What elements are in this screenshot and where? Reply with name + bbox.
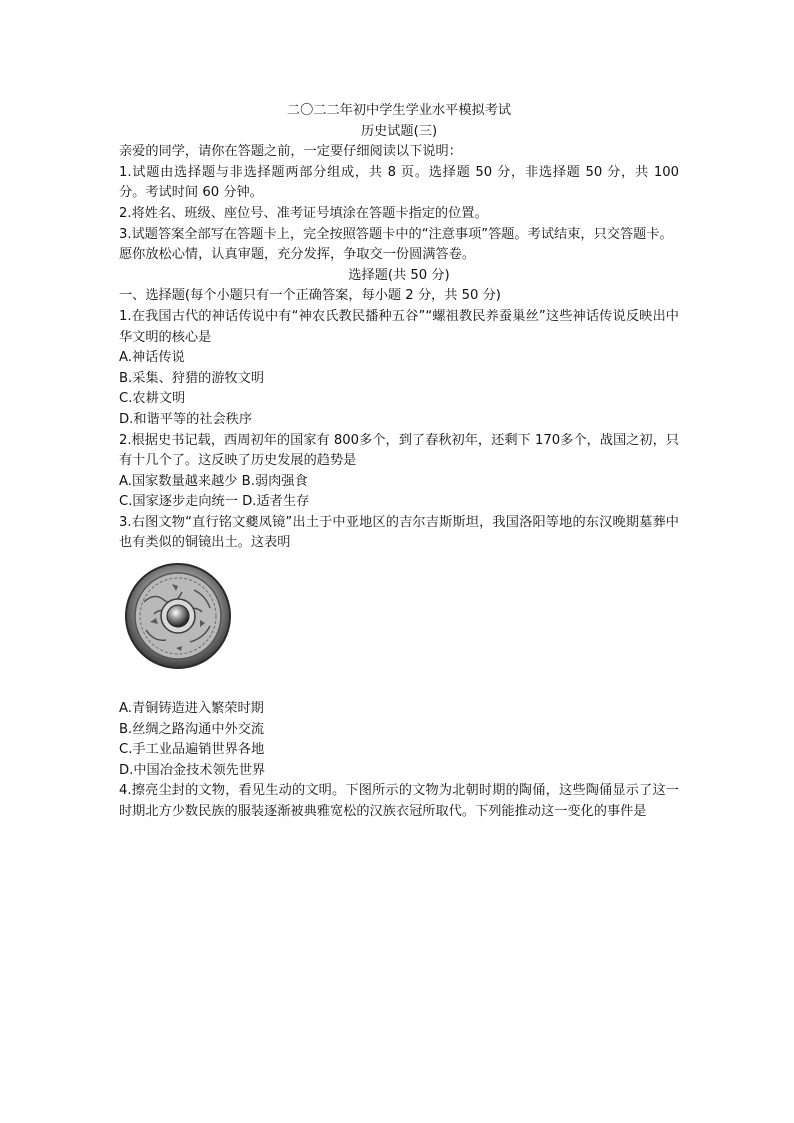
question-3-stem: 3.右图文物“直行铭文夔凤镜”出土于中亚地区的吉尔吉斯斯坦，我国洛阳等地的东汉晚期墓葬中也有类似的铜镜出土。这表明 <box>119 514 679 551</box>
bronze-mirror-figure <box>119 554 679 699</box>
question-4-stem: 4.擦亮尘封的文物，看见生动的文明。下图所示的文物为北朝时期的陶俑，这些陶俑显示了这一时期北方少数民族的服装逐渐被典雅宽松的汉族衣冠所取代。下列能推动这一变化的事件是 <box>119 783 679 820</box>
exam-content <box>119 101 679 823</box>
question-3-option-b: B.丝绸之路沟通中外交流 <box>119 721 265 737</box>
section-intro: 一、选择题(每个小题只有一个正确答案，每小题 2 分，共 50 分) <box>119 288 501 304</box>
instruction-greeting: 亲爱的同学，请你在答题之前，一定要仔细阅读以下说明： <box>119 144 462 160</box>
question-2-stem: 2.根据史书记载，西周初年的国家有 800多个，到了春秋初年，还剩下 170多个，战国之初，只有十几个了。这反映了历史发展的趋势是 <box>119 432 679 469</box>
question-3-option-a: A.青铜铸造进入繁荣时期 <box>119 701 264 717</box>
question-1-option-a: A.神话传说 <box>119 350 185 366</box>
question-3-option-d: D.中国冶金技术领先世界 <box>119 762 266 778</box>
question-1-option-b: B.采集、狩猎的游牧文明 <box>119 370 265 386</box>
instruction-item-3: 3.试题答案全部写在答题卡上，完全按照答题卡中的“注意事项”答题。考试结束，只交答题卡。 <box>119 226 673 242</box>
question-2-options-ab: A.国家数量越来越少 B.弱肉强食 <box>119 473 308 489</box>
bronze-mirror-image <box>124 562 232 670</box>
exam-subtitle: 历史试题(三) <box>360 123 438 139</box>
exam-title: 二〇二二年初中学生学业水平模拟考试 <box>286 103 512 118</box>
question-2-options-cd: C.国家逐步走向统一 D.适者生存 <box>119 494 310 510</box>
instruction-item-1: 1.试题由选择题与非选择题两部分组成，共 8 页。选择题 50 分，非选择题 50 分，共 100 分。考试时间 60 分钟。 <box>119 164 679 201</box>
instruction-wish: 愿你放松心情，认真审题，充分发挥，争取交一份圆满答卷。 <box>119 247 476 263</box>
question-1-option-d: D.和谐平等的社会秩序 <box>119 411 253 427</box>
question-3-option-c: C.手工业品遍销世界各地 <box>119 742 265 758</box>
question-1-option-c: C.农耕文明 <box>119 391 186 407</box>
question-1-stem: 1.在我国古代的神话传说中有“神农氏教民播种五谷”“螺祖教民养蚕巢丝”这些神话传说反映出中华文明的核心是 <box>119 308 679 345</box>
section-title: 选择题(共 50 分) <box>348 267 450 283</box>
instruction-item-2: 2.将姓名、班级、座位号、准考证号填涂在答题卡指定的位置。 <box>119 205 488 221</box>
